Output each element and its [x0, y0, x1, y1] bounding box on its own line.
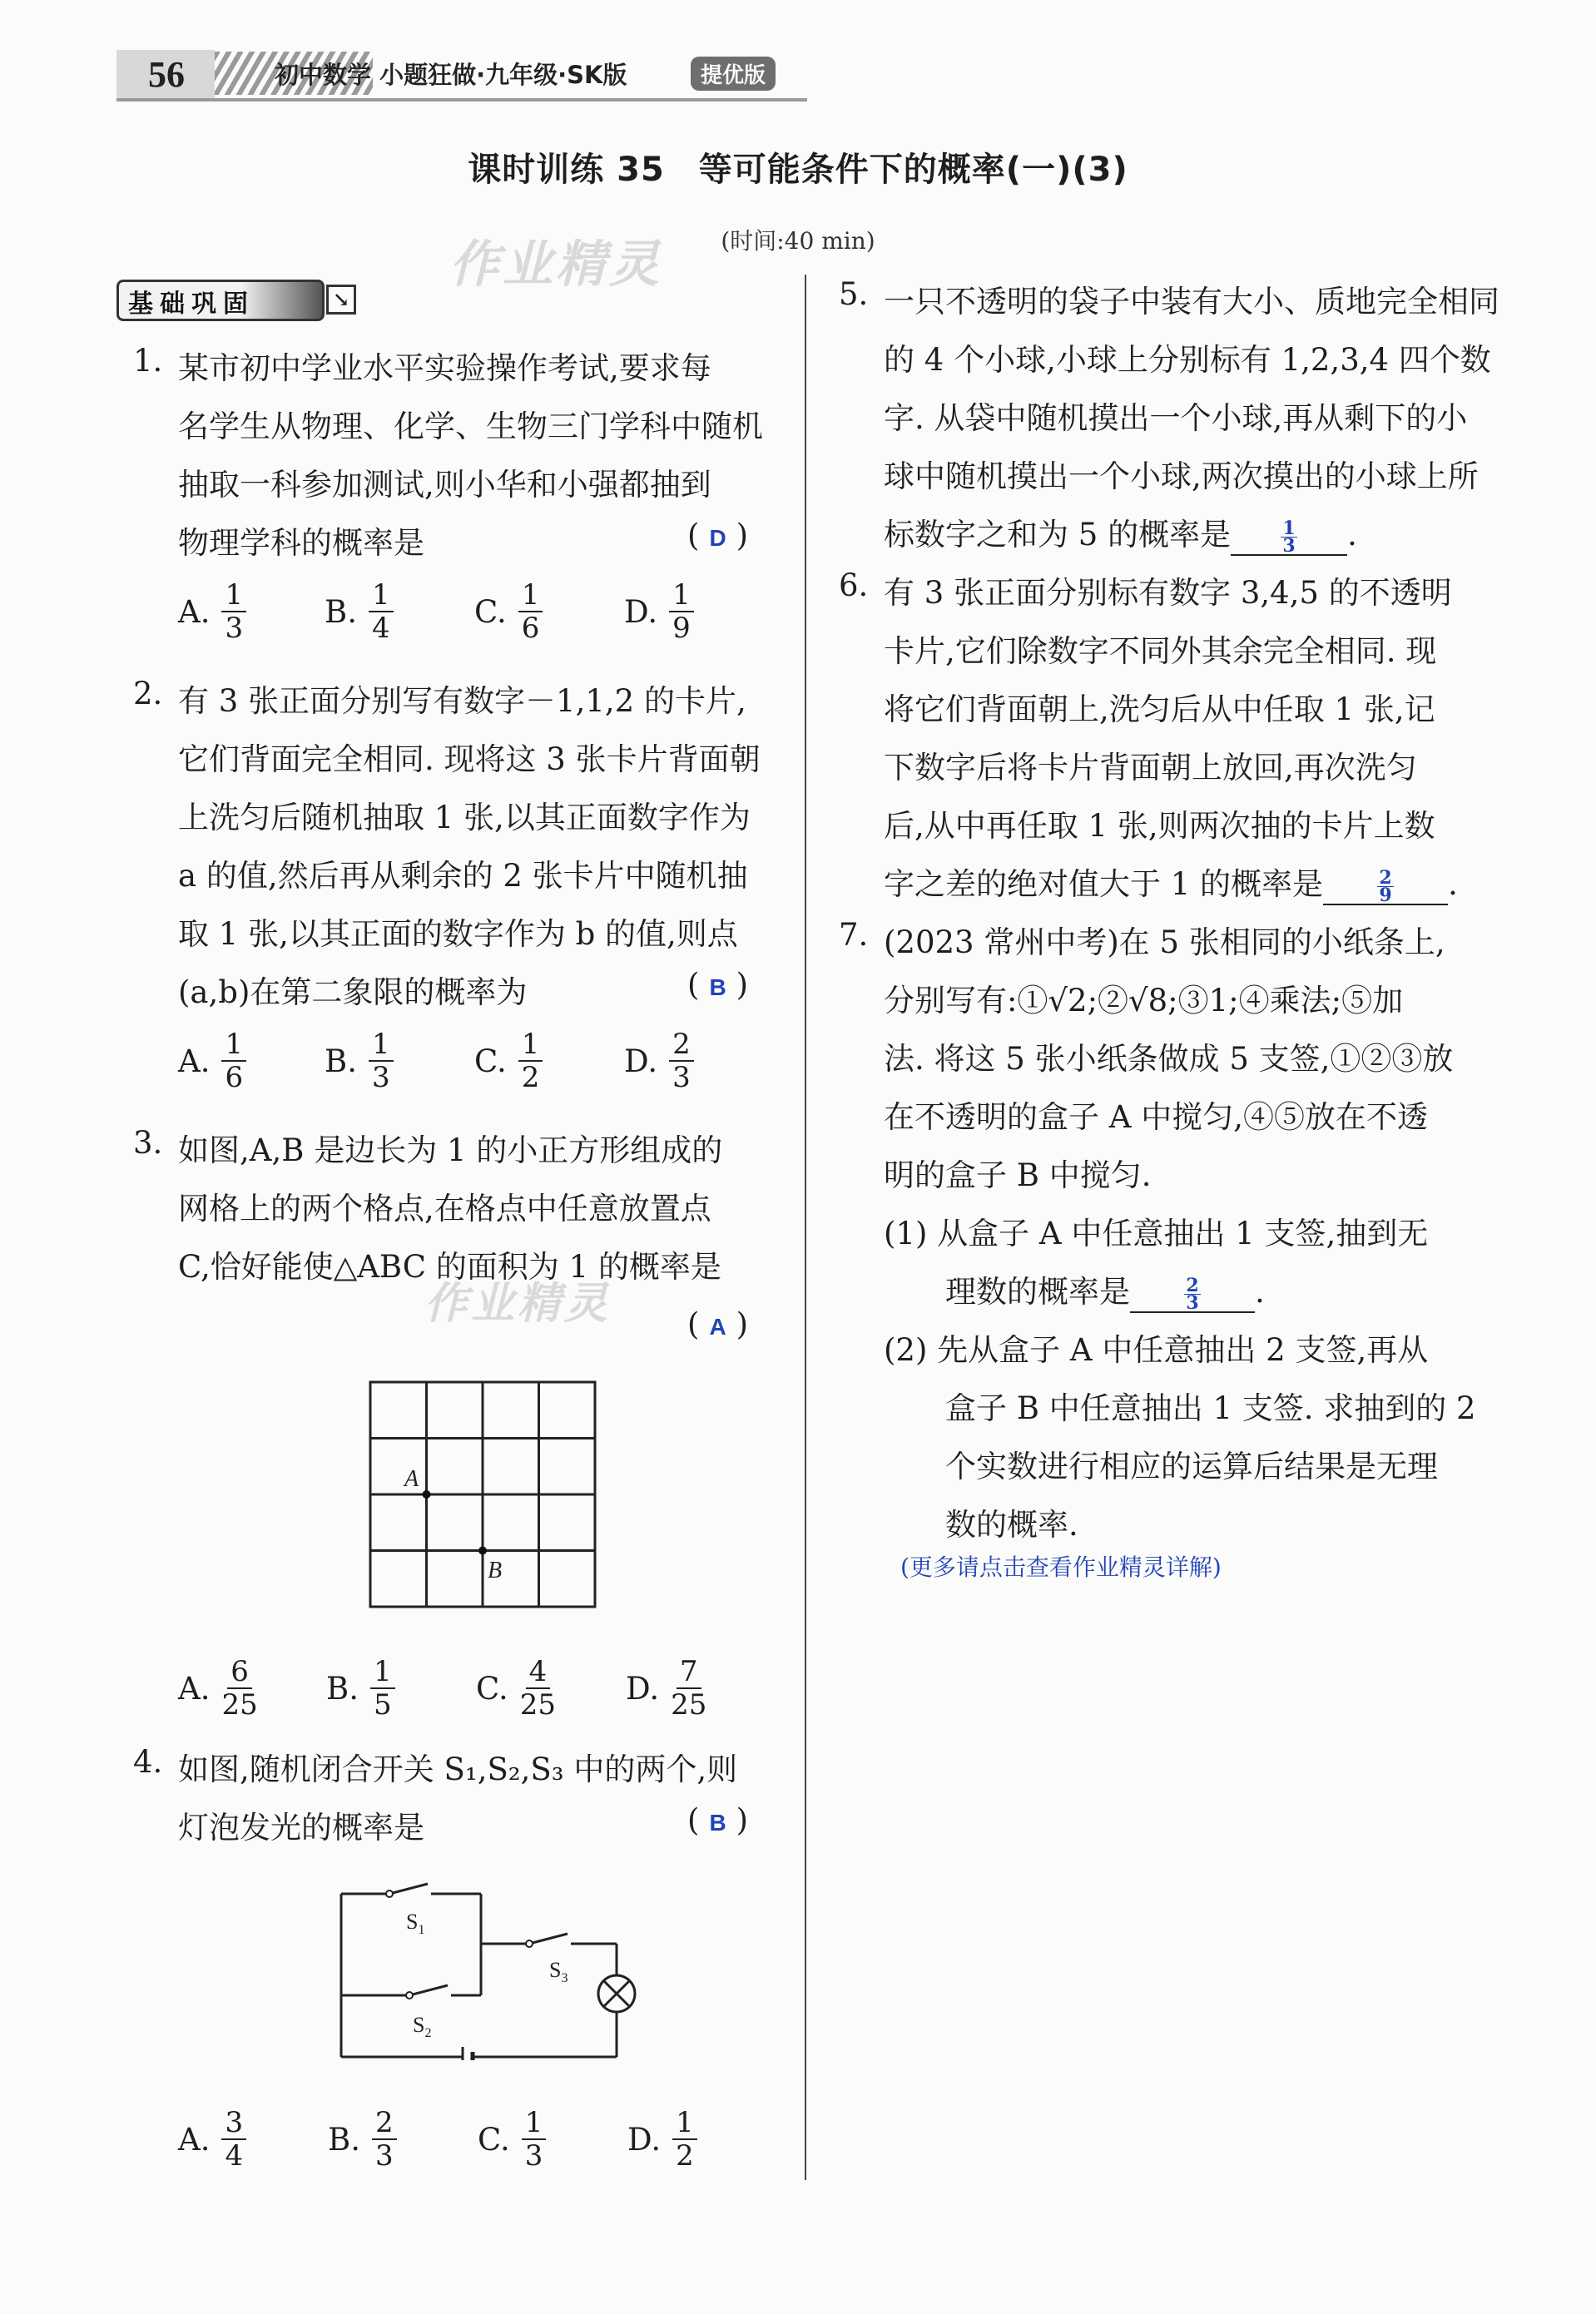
- question-text: (2023 常州中考)在 5 张相同的小纸条上,: [884, 924, 1445, 960]
- question-text: a 的值,然后再从剩余的 2 张卡片中随机抽: [178, 858, 748, 894]
- denominator: 2: [676, 2139, 694, 2173]
- time-limit: (时间:40 min): [721, 227, 875, 255]
- question-text-last: [884, 509, 1357, 556]
- book-title: 初中数学 小题狂做·九年级·SK版: [275, 61, 627, 89]
- option-key: D.: [626, 1670, 660, 1707]
- numerator: 1: [221, 579, 246, 612]
- watermark-top: 作业精灵: [449, 235, 662, 294]
- question-text: 将它们背面朝上,洗匀后从中任取 1 张,记: [884, 691, 1435, 727]
- subquestion-2-text: 个实数进行相应的运算后结果是无理: [945, 1449, 1438, 1484]
- question-text: 明的盒子 B 中搅匀.: [884, 1157, 1152, 1193]
- answer-value: B: [709, 1810, 726, 1836]
- option-fraction: [671, 1656, 706, 1721]
- answer-choice: ( A ): [687, 1306, 749, 1342]
- question-number: 7.: [839, 917, 869, 953]
- question-text: 上洗匀后随机抽取 1 张,以其正面数字作为: [178, 800, 751, 835]
- option-fraction: [518, 1028, 543, 1093]
- option-c: [478, 2107, 546, 2172]
- option-d: [624, 579, 694, 644]
- denominator: 3: [524, 2139, 543, 2173]
- option-key: C.: [474, 1043, 507, 1079]
- option-a: [178, 2107, 246, 2172]
- numerator: 7: [677, 1656, 701, 1689]
- numerator: 4: [526, 1656, 551, 1689]
- switch-s2-label: $S_2$: [413, 2013, 432, 2040]
- answer-blank: [1231, 517, 1347, 556]
- denominator: 3: [225, 612, 244, 645]
- numerator: 1: [369, 1028, 394, 1062]
- option-fraction: [518, 579, 543, 644]
- numerator: 2: [372, 2107, 397, 2140]
- label-a: A: [404, 1466, 419, 1492]
- header-rule: [116, 98, 807, 102]
- question-text: 分别写有:①√2;②√8;③1;④乘法;⑤加: [884, 983, 1404, 1018]
- question-text: 有 3 张正面分别标有数字 3,4,5 的不透明: [884, 575, 1452, 611]
- page-header: [116, 50, 807, 98]
- numerator: 1: [518, 1028, 543, 1062]
- option-key: D.: [624, 593, 658, 630]
- question-text: 某市初中学业水平实验操作考试,要求每: [178, 350, 711, 386]
- subquestion-1-last: [945, 1266, 1265, 1313]
- option-key: A.: [178, 1043, 211, 1079]
- question-text: 抽取一科参加测试,则小华和小强都抽到: [178, 467, 711, 503]
- question-text-last: [884, 859, 1458, 905]
- section-heading: [116, 280, 350, 320]
- switch-s1-label: $S_1$: [406, 1910, 425, 1937]
- subquestion-2-text: 盒子 B 中任意抽出 1 支签. 求抽到的 2: [945, 1390, 1476, 1426]
- circuit-wires: [341, 1884, 635, 2057]
- option-key: B.: [326, 1670, 359, 1707]
- denominator: 6: [225, 1061, 244, 1094]
- text-prefix: 字之差的绝对值大于 1 的概率是: [884, 866, 1324, 902]
- option-key: C.: [476, 1670, 508, 1707]
- option-key: B.: [328, 2121, 360, 2158]
- point-a: [423, 1490, 431, 1499]
- denominator: 4: [225, 2139, 244, 2173]
- numerator: 1: [522, 2107, 547, 2140]
- denominator: 3: [672, 1061, 691, 1094]
- watermark-middle: 作业精灵: [424, 1279, 612, 1329]
- question-text: 一只不透明的袋子中装有大小、质地完全相同: [884, 284, 1499, 320]
- text-prefix: 标数字之和为 5 的概率是: [884, 517, 1232, 552]
- numerator: 1: [369, 579, 394, 612]
- option-d: [624, 1028, 694, 1093]
- option-c: [476, 1656, 556, 1721]
- numerator: 1: [669, 579, 694, 612]
- answer-choice: ( B ): [687, 967, 749, 1003]
- option-d: [626, 1656, 706, 1721]
- option-b: [325, 579, 394, 644]
- denominator: 25: [671, 1688, 707, 1722]
- question-number: 3.: [133, 1125, 163, 1161]
- denominator: 3: [1186, 1292, 1199, 1314]
- question-text: 取 1 张,以其正面的数字作为 b 的值,则点: [178, 916, 738, 952]
- option-fraction: [669, 1028, 694, 1093]
- numerator: 1: [370, 1656, 395, 1689]
- option-key: B.: [325, 1043, 357, 1079]
- page-number: 56: [148, 54, 185, 95]
- subquestion-1: (1) 从盒子 A 中任意抽出 1 支签,抽到无: [884, 1216, 1429, 1251]
- question-number: 6.: [839, 567, 869, 603]
- denominator: 3: [1282, 535, 1296, 557]
- numerator: 6: [227, 1656, 252, 1689]
- question-text: 有 3 张正面分别写有数字－1,1,2 的卡片,: [178, 683, 746, 719]
- numerator: 1: [221, 1028, 246, 1062]
- denominator: 9: [1379, 884, 1392, 906]
- option-fraction: [221, 1656, 257, 1721]
- switch-s3-pivot: [526, 1940, 533, 1947]
- question-text: 的 4 个小球,小球上分别标有 1,2,3,4 四个数: [884, 342, 1491, 378]
- option-fraction: [370, 1656, 395, 1721]
- option-key: C.: [474, 593, 507, 630]
- option-key: A.: [178, 2121, 211, 2158]
- denominator: 5: [373, 1688, 392, 1722]
- switch-s1-pivot: [386, 1890, 393, 1897]
- question-text: 网格上的两个格点,在格点中任意放置点: [178, 1191, 711, 1226]
- option-a: [178, 1028, 246, 1093]
- switch-s3-label: $S_3$: [549, 1958, 568, 1985]
- option-fraction: [672, 2107, 697, 2172]
- numerator: 1: [518, 579, 543, 612]
- question-text: 在不透明的盒子 A 中搅匀,④⑤放在不透: [884, 1099, 1429, 1135]
- answer-choice: ( B ): [687, 1802, 749, 1838]
- question-number: 4.: [133, 1744, 163, 1780]
- question-text: 下数字后将卡片背面朝上放回,再次洗匀: [884, 750, 1417, 785]
- numerator: 1: [1282, 518, 1296, 539]
- option-fraction: [221, 1028, 246, 1093]
- option-fraction: [221, 579, 246, 644]
- option-d: [627, 2107, 697, 2172]
- section-arrow-icon: ↘: [326, 285, 356, 315]
- option-fraction: [669, 579, 694, 644]
- option-key: B.: [325, 593, 357, 630]
- answer-value: B: [709, 974, 726, 1000]
- question-text: 法. 将这 5 张小纸条做成 5 支签,①②③放: [884, 1041, 1454, 1077]
- edition-badge: 提优版: [691, 57, 776, 91]
- question-text: C,恰好能使△ABC 的面积为 1 的概率是: [178, 1249, 721, 1285]
- text-prefix: 理数的概率是: [945, 1274, 1130, 1310]
- denominator: 3: [374, 2139, 394, 2173]
- question-number: 2.: [133, 676, 163, 711]
- option-fraction: [369, 579, 394, 644]
- question-text: 后,从中再任取 1 张,则两次抽的卡片上数: [884, 808, 1435, 844]
- option-fraction: [221, 2107, 246, 2172]
- option-a: [178, 579, 246, 644]
- question-text: 它们背面完全相同. 现将这 3 张卡片背面朝: [178, 741, 761, 777]
- option-fraction: [522, 2107, 547, 2172]
- denominator: 25: [519, 1688, 557, 1722]
- label-b: B: [488, 1558, 503, 1583]
- switch-s2-pivot: [406, 1992, 413, 1999]
- question-text: 球中随机摸出一个小球,两次摸出的小球上所: [884, 458, 1479, 494]
- option-key: A.: [178, 593, 211, 630]
- option-c: [474, 579, 543, 644]
- answer-value: A: [709, 1314, 726, 1340]
- text-suffix: .: [1347, 517, 1357, 552]
- column-divider: [805, 275, 806, 2180]
- option-fraction: [520, 1656, 556, 1721]
- text-suffix: .: [1448, 866, 1458, 902]
- question-text: (a,b)在第二象限的概率为: [178, 974, 528, 1010]
- question-text: 名学生从物理、化学、生物三门学科中随机: [178, 409, 763, 444]
- text-suffix: .: [1255, 1274, 1265, 1310]
- denominator: 6: [521, 612, 540, 645]
- option-b: [326, 1656, 395, 1721]
- blank-answer-fraction: [1377, 867, 1393, 906]
- blank-answer-fraction: [1184, 1275, 1200, 1314]
- option-key: A.: [178, 1670, 211, 1707]
- point-b: [478, 1547, 487, 1555]
- numerator: 3: [221, 2107, 246, 2140]
- answer-blank: [1323, 866, 1448, 905]
- option-c: [474, 1028, 543, 1093]
- lesson-title: 课时训练 35 等可能条件下的概率(一)(3): [468, 151, 1128, 189]
- option-key: C.: [478, 2121, 510, 2158]
- option-a: [178, 1656, 258, 1721]
- denominator: 25: [221, 1688, 258, 1722]
- denominator: 4: [371, 612, 390, 645]
- numerator: 2: [1186, 1275, 1199, 1296]
- question-number: 5.: [839, 276, 869, 312]
- question-text: 卡片,它们除数字不同外其余完全相同. 现: [884, 633, 1437, 669]
- denominator: 9: [672, 612, 691, 645]
- question-number: 1.: [133, 343, 163, 379]
- option-key: D.: [624, 1043, 658, 1079]
- numerator: 2: [1379, 867, 1392, 889]
- subquestion-2: (2) 先从盒子 A 中任意抽出 2 支签,再从: [884, 1332, 1429, 1368]
- question-text: 灯泡发光的概率是: [178, 1810, 424, 1846]
- question-text: 物理学科的概率是: [178, 525, 424, 561]
- answer-choice: ( D ): [687, 518, 749, 553]
- question-text: 字. 从袋中随机摸出一个小球,再从剩下的小: [884, 400, 1468, 436]
- more-solutions-link[interactable]: (更多请点击查看作业精灵详解): [900, 1553, 1222, 1581]
- question-text: 如图,随机闭合开关 S₁,S₂,S₃ 中的两个,则: [178, 1752, 738, 1787]
- circuit-diagram: [330, 1877, 646, 2060]
- numerator: 1: [672, 2107, 697, 2140]
- answer-blank: [1130, 1274, 1255, 1313]
- numerator: 2: [669, 1028, 694, 1062]
- option-fraction: [369, 1028, 394, 1093]
- subquestion-2-text: 数的概率.: [945, 1507, 1078, 1543]
- question-text: 如图,A,B 是边长为 1 的小正方形组成的: [178, 1132, 723, 1168]
- grid-lines: [370, 1382, 595, 1607]
- grid-figure: [366, 1378, 599, 1611]
- answer-value: D: [709, 525, 726, 551]
- denominator: 3: [371, 1061, 390, 1094]
- denominator: 2: [521, 1061, 540, 1094]
- option-b: [328, 2107, 397, 2172]
- section-label: 基础巩固: [128, 290, 255, 319]
- option-b: [325, 1028, 394, 1093]
- option-key: D.: [627, 2121, 662, 2158]
- blank-answer-fraction: [1281, 518, 1296, 557]
- option-fraction: [372, 2107, 397, 2172]
